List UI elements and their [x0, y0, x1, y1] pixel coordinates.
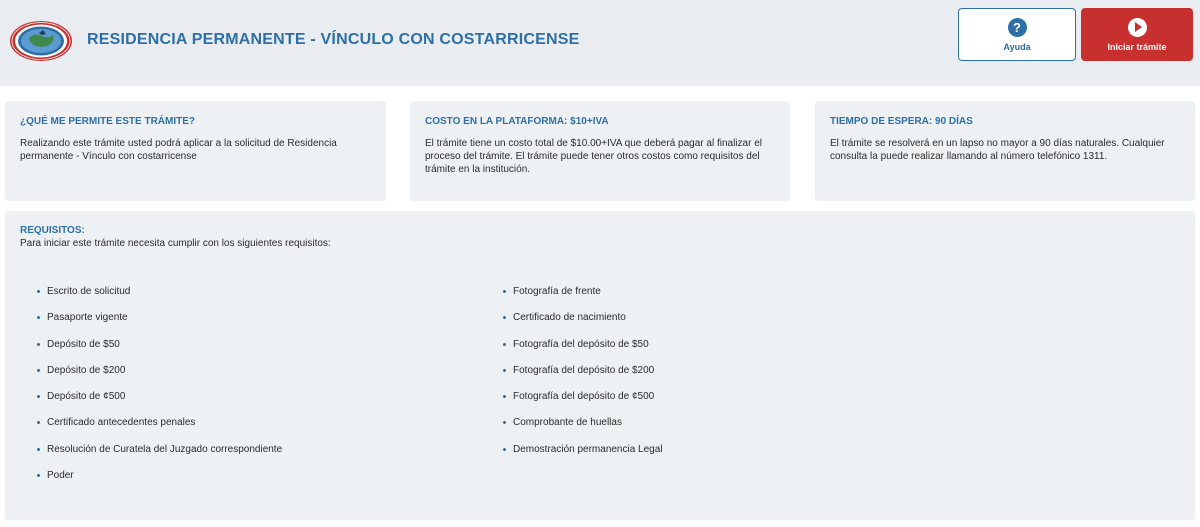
requirement-item: Resolución de Curatela del Juzgado correspondiente — [37, 443, 282, 469]
help-button[interactable] — [958, 8, 1076, 61]
requirement-item: Fotografía del depósito de ¢500 — [503, 390, 663, 416]
requirement-item: Depósito de ¢500 — [37, 390, 282, 416]
info-card-cost — [410, 101, 790, 201]
requirement-item: Fotografía del depósito de $50 — [503, 338, 663, 364]
requirement-item: Fotografía de frente — [503, 285, 663, 311]
start-procedure-button[interactable] — [1081, 8, 1193, 61]
requirements-intro: Para iniciar este trámite necesita cumplir con los siguientes requisitos: — [20, 238, 331, 249]
requirement-item: Fotografía del depósito de $200 — [503, 364, 663, 390]
info-card-heading: COSTO EN LA PLATAFORMA: $10+IVA — [425, 116, 609, 127]
requirement-item: Depósito de $50 — [37, 338, 282, 364]
question-circle-icon: ? — [1008, 18, 1027, 37]
requirement-item: Poder — [37, 469, 282, 495]
requirement-item: Depósito de $200 — [37, 364, 282, 390]
info-card-wait-time — [815, 101, 1195, 201]
requirements-panel — [5, 211, 1195, 520]
info-card-body: El trámite tiene un costo total de $10.00+IVA que deberá pagar al finalizar el proceso del trámite. El trámite puede tener otros costos como requisitos del trámite en la institución. — [425, 138, 762, 175]
requirements-list-left — [37, 285, 282, 495]
page-header — [0, 0, 1200, 86]
start-procedure-button-label: Iniciar trámite — [1107, 41, 1167, 52]
requirement-item: Certificado antecedentes penales — [37, 416, 282, 442]
requirement-item: Pasaporte vigente — [37, 311, 282, 337]
info-card-heading: ¿QUÉ ME PERMITE ESTE TRÁMITE? — [20, 116, 196, 127]
institution-seal-logo — [9, 20, 73, 62]
play-circle-icon — [1128, 18, 1147, 37]
requirements-list-right — [503, 285, 663, 469]
info-card-purpose — [5, 101, 386, 201]
info-card-heading: TIEMPO DE ESPERA: 90 DÍAS — [830, 116, 973, 127]
info-card-body: Realizando este trámite usted podrá aplicar a la solicitud de Residencia permanente - Vínculo con costarricense — [20, 138, 337, 162]
requirement-item: Escrito de solicitud — [37, 285, 282, 311]
requirements-heading: REQUISITOS: — [20, 225, 85, 236]
page-title: RESIDENCIA PERMANENTE - VÍNCULO CON COSTARRICENSE — [87, 31, 580, 48]
help-button-label: Ayuda — [1003, 41, 1031, 52]
requirement-item: Certificado de nacimiento — [503, 311, 663, 337]
requirement-item: Demostración permanencia Legal — [503, 443, 663, 469]
requirement-item: Comprobante de huellas — [503, 416, 663, 442]
info-card-body: El trámite se resolverá en un lapso no mayor a 90 días naturales. Cualquier consulta la puede realizar llamando al número telefónico 1311. — [830, 138, 1165, 162]
